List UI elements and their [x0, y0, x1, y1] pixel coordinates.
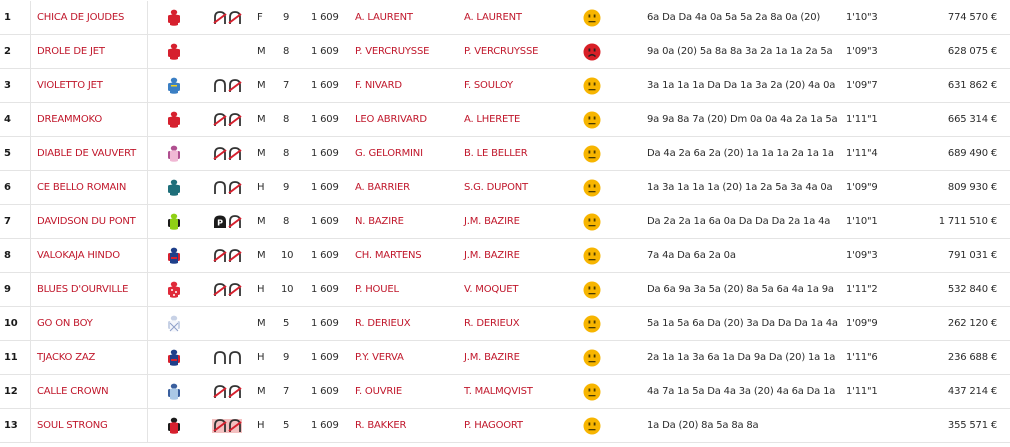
runner-number: 8 [4, 250, 11, 261]
column-divider [147, 205, 148, 239]
horseshoe-icon [212, 351, 242, 365]
column-divider [147, 409, 148, 443]
horseshoe-icon [212, 147, 242, 161]
horse-sex: M [257, 386, 266, 397]
trainer-link[interactable]: R. DERIEUX [464, 318, 520, 329]
horse-sex: H [257, 182, 265, 193]
horse-name-link[interactable]: CALLE CROWN [37, 386, 109, 397]
horse-name-link[interactable]: DAVIDSON DU PONT [37, 216, 136, 227]
column-divider [30, 273, 31, 307]
horse-sex: M [257, 46, 266, 57]
record-time: 1'09"3 [846, 46, 878, 57]
jockey-link[interactable]: F. NIVARD [355, 80, 402, 91]
horse-age: 7 [283, 80, 290, 91]
column-divider [30, 375, 31, 409]
horse-age: 8 [283, 114, 290, 125]
neutral-face-icon [583, 179, 601, 197]
horse-age: 7 [283, 386, 290, 397]
jockey-silk-icon [166, 247, 182, 265]
jockey-link[interactable]: A. BARRIER [355, 182, 410, 193]
horse-age: 8 [283, 216, 290, 227]
jockey-link[interactable]: P. HOUEL [355, 284, 399, 295]
jockey-link[interactable]: P. VERCRUYSSE [355, 46, 430, 57]
career-earnings: 809 930 € [947, 182, 997, 193]
jockey-link[interactable]: F. OUVRIE [355, 386, 402, 397]
horse-name-link[interactable]: VIOLETTO JET [37, 80, 103, 91]
jockey-silk-icon [166, 145, 182, 163]
jockey-link[interactable]: R. DERIEUX [355, 318, 411, 329]
race-distance: 1 609 [311, 148, 339, 159]
column-divider [147, 375, 148, 409]
trainer-link[interactable]: S.G. DUPONT [464, 182, 528, 193]
horse-sex: M [257, 80, 266, 91]
race-distance: 1 609 [311, 182, 339, 193]
trainer-link[interactable]: F. SOULOY [464, 80, 513, 91]
horseshoe-icon [212, 419, 242, 433]
table-row[interactable] [0, 103, 1010, 137]
jockey-link[interactable]: CH. MARTENS [355, 250, 422, 261]
record-time: 1'09"9 [846, 182, 878, 193]
column-divider [30, 205, 31, 239]
recent-performances: 6a Da Da 4a 0a 5a 5a 2a 8a 0a (20) [647, 12, 821, 23]
column-divider [30, 69, 31, 103]
horse-sex: M [257, 318, 266, 329]
recent-performances: 2a 1a 1a 3a 6a 1a Da 9a Da (20) 1a 1a [647, 352, 836, 363]
column-divider [30, 103, 31, 137]
neutral-face-icon [583, 417, 601, 435]
runner-number: 9 [4, 284, 11, 295]
recent-performances: 5a 1a 5a 6a Da (20) 3a Da Da Da 1a 4a [647, 318, 838, 329]
neutral-face-icon [583, 315, 601, 333]
race-distance: 1 609 [311, 12, 339, 23]
neutral-face-icon [583, 9, 601, 27]
race-distance: 1 609 [311, 386, 339, 397]
trainer-link[interactable]: P. VERCRUYSSE [464, 46, 539, 57]
table-row[interactable] [0, 375, 1010, 409]
horse-sex: M [257, 148, 266, 159]
horse-name-link[interactable]: VALOKAJA HINDO [37, 250, 120, 261]
recent-performances: Da 4a 2a 6a 2a (20) 1a 1a 1a 2a 1a 1a [647, 148, 834, 159]
horse-name-link[interactable]: CHICA DE JOUDES [37, 12, 125, 23]
column-divider [30, 341, 31, 375]
jockey-silk-icon [166, 417, 182, 435]
career-earnings: 355 571 € [947, 420, 997, 431]
horseshoe-icon [212, 181, 242, 195]
recent-performances: 1a 3a 1a 1a 1a (20) 1a 2a 5a 3a 4a 0a [647, 182, 833, 193]
trainer-link[interactable]: B. LE BELLER [464, 148, 528, 159]
horse-age: 9 [283, 352, 290, 363]
race-distance: 1 609 [311, 352, 339, 363]
jockey-link[interactable]: G. GELORMINI [355, 148, 423, 159]
column-divider [147, 171, 148, 205]
career-earnings: 437 214 € [947, 386, 997, 397]
runner-number: 5 [4, 148, 11, 159]
table-row[interactable] [0, 307, 1010, 341]
record-time: 1'11"1 [846, 386, 878, 397]
column-divider [147, 69, 148, 103]
neutral-face-icon [583, 145, 601, 163]
career-earnings: 631 862 € [947, 80, 997, 91]
jockey-silk-icon [166, 213, 182, 231]
runner-number: 13 [4, 420, 18, 431]
jockey-link[interactable]: P.Y. VERVA [355, 352, 404, 363]
column-divider [30, 307, 31, 341]
column-divider [147, 341, 148, 375]
race-distance: 1 609 [311, 318, 339, 329]
runner-number: 1 [4, 12, 11, 23]
runner-number: 3 [4, 80, 11, 91]
horse-age: 9 [283, 182, 290, 193]
horse-sex: H [257, 352, 265, 363]
trainer-link[interactable]: V. MOQUET [464, 284, 519, 295]
neutral-face-icon [583, 383, 601, 401]
column-divider [30, 137, 31, 171]
record-time: 1'11"4 [846, 148, 878, 159]
column-divider [30, 1, 31, 35]
table-row[interactable] [0, 35, 1010, 69]
column-divider [30, 239, 31, 273]
neutral-face-icon [583, 247, 601, 265]
race-distance: 1 609 [311, 284, 339, 295]
table-row[interactable] [0, 273, 1010, 307]
record-time: 1'10"3 [846, 12, 878, 23]
horse-sex: M [257, 250, 266, 261]
horse-age: 10 [281, 284, 294, 295]
trainer-link[interactable]: J.M. BAZIRE [464, 250, 520, 261]
column-divider [30, 171, 31, 205]
career-earnings: 665 314 € [947, 114, 997, 125]
jockey-link[interactable]: A. LAURENT [355, 12, 413, 23]
jockey-silk-icon [166, 9, 182, 27]
trainer-link[interactable]: P. HAGOORT [464, 420, 523, 431]
horse-sex: M [257, 114, 266, 125]
horse-age: 9 [283, 12, 290, 23]
table-row[interactable] [0, 1, 1010, 35]
horse-name-link[interactable]: GO ON BOY [37, 318, 93, 329]
career-earnings: 1 711 510 € [938, 216, 997, 227]
jockey-silk-icon [166, 179, 182, 197]
table-row[interactable] [0, 205, 1010, 239]
horse-name-link[interactable]: CE BELLO ROMAIN [37, 182, 127, 193]
trainer-link[interactable]: A. LAURENT [464, 12, 522, 23]
svg-text:P: P [217, 218, 223, 228]
neutral-face-icon [583, 213, 601, 231]
record-time: 1'09"7 [846, 80, 878, 91]
horse-name-link[interactable]: DROLE DE JET [37, 46, 105, 57]
neutral-face-icon [583, 349, 601, 367]
jockey-link[interactable]: LEO ABRIVARD [355, 114, 427, 125]
table-row[interactable] [0, 409, 1010, 443]
horse-name-link[interactable]: BLUES D'OURVILLE [37, 284, 129, 295]
runner-number: 2 [4, 46, 11, 57]
table-row[interactable] [0, 69, 1010, 103]
recent-performances: 9a 9a 8a 7a (20) Dm 0a 0a 4a 2a 1a 5a [647, 114, 838, 125]
table-row[interactable] [0, 171, 1010, 205]
career-earnings: 689 490 € [947, 148, 997, 159]
career-earnings: 774 570 € [947, 12, 997, 23]
horse-age: 8 [283, 148, 290, 159]
runner-number: 12 [4, 386, 18, 397]
horse-age: 5 [283, 420, 290, 431]
recent-performances: 3a 1a 1a 1a Da Da 1a 3a 2a (20) 4a 0a [647, 80, 836, 91]
horse-sex: M [257, 216, 266, 227]
career-earnings: 628 075 € [947, 46, 997, 57]
recent-performances: 7a 4a Da 6a 2a 0a [647, 250, 736, 261]
recent-performances: Da 6a 9a 3a 5a (20) 8a 5a 6a 4a 1a 9a [647, 284, 834, 295]
jockey-silk-icon [166, 349, 182, 367]
runner-number: 10 [4, 318, 18, 329]
record-time: 1'09"3 [846, 250, 878, 261]
horse-age: 10 [281, 250, 294, 261]
sad-face-icon [583, 43, 601, 61]
record-time: 1'10"1 [846, 216, 878, 227]
horse-sex: H [257, 284, 265, 295]
recent-performances: 9a 0a (20) 5a 8a 8a 3a 2a 1a 1a 2a 5a [647, 46, 833, 57]
trainer-link[interactable]: A. LHERETE [464, 114, 521, 125]
column-divider [147, 239, 148, 273]
race-distance: 1 609 [311, 46, 339, 57]
jockey-silk-icon [166, 383, 182, 401]
career-earnings: 532 840 € [947, 284, 997, 295]
horse-name-link[interactable]: TJACKO ZAZ [37, 352, 96, 363]
record-time: 1'09"9 [846, 318, 878, 329]
table-row[interactable] [0, 341, 1010, 375]
table-row[interactable] [0, 239, 1010, 273]
horseshoe-icon [212, 249, 242, 263]
jockey-link[interactable]: R. BAKKER [355, 420, 407, 431]
runner-number: 7 [4, 216, 11, 227]
career-earnings: 236 688 € [947, 352, 997, 363]
trainer-link[interactable]: J.M. BAZIRE [464, 352, 520, 363]
column-divider [30, 409, 31, 443]
race-distance: 1 609 [311, 420, 339, 431]
table-row[interactable] [0, 137, 1010, 171]
horse-name-link[interactable]: DIABLE DE VAUVERT [37, 148, 137, 159]
recent-performances: Da 2a 2a 1a 6a 0a Da Da Da 2a 1a 4a [647, 216, 831, 227]
race-distance: 1 609 [311, 114, 339, 125]
column-divider [147, 307, 148, 341]
horseshoe-icon [212, 113, 242, 127]
column-divider [147, 273, 148, 307]
recent-performances: 1a Da (20) 8a 5a 8a 8a [647, 420, 759, 431]
record-time: 1'11"2 [846, 284, 878, 295]
column-divider [147, 137, 148, 171]
horse-age: 8 [283, 46, 290, 57]
horse-name-link[interactable]: DREAMMOKO [37, 114, 103, 125]
horse-name-link[interactable]: SOUL STRONG [37, 420, 108, 431]
horse-sex: H [257, 420, 265, 431]
column-divider [147, 103, 148, 137]
column-divider [147, 35, 148, 69]
neutral-face-icon [583, 111, 601, 129]
horseshoe-icon [212, 385, 242, 399]
career-earnings: 262 120 € [947, 318, 997, 329]
race-distance: 1 609 [311, 250, 339, 261]
runner-number: 4 [4, 114, 11, 125]
jockey-silk-icon [166, 77, 182, 95]
horseshoe-icon [212, 79, 242, 93]
jockey-silk-icon [166, 281, 182, 299]
horse-sex: F [257, 12, 263, 23]
trainer-link[interactable]: T. MALMQVIST [464, 386, 533, 397]
trainer-link[interactable]: J.M. BAZIRE [464, 216, 520, 227]
runner-number: 6 [4, 182, 11, 193]
column-divider [147, 1, 148, 35]
record-time: 1'11"1 [846, 114, 878, 125]
race-distance: 1 609 [311, 80, 339, 91]
jockey-link[interactable]: N. BAZIRE [355, 216, 404, 227]
horseshoe-icon [212, 11, 242, 25]
jockey-silk-icon [166, 43, 182, 61]
race-distance: 1 609 [311, 216, 339, 227]
horse-age: 5 [283, 318, 290, 329]
horseshoe-icon [212, 283, 242, 297]
horseshoe-icon [212, 215, 242, 229]
column-divider [30, 35, 31, 69]
neutral-face-icon [583, 281, 601, 299]
jockey-silk-icon [166, 111, 182, 129]
recent-performances: 4a 7a 1a 5a Da 4a 3a (20) 4a 6a Da 1a [647, 386, 836, 397]
jockey-silk-icon [166, 315, 182, 333]
runner-number: 11 [4, 352, 18, 363]
record-time: 1'11"6 [846, 352, 878, 363]
neutral-face-icon [583, 77, 601, 95]
career-earnings: 791 031 € [947, 250, 997, 261]
